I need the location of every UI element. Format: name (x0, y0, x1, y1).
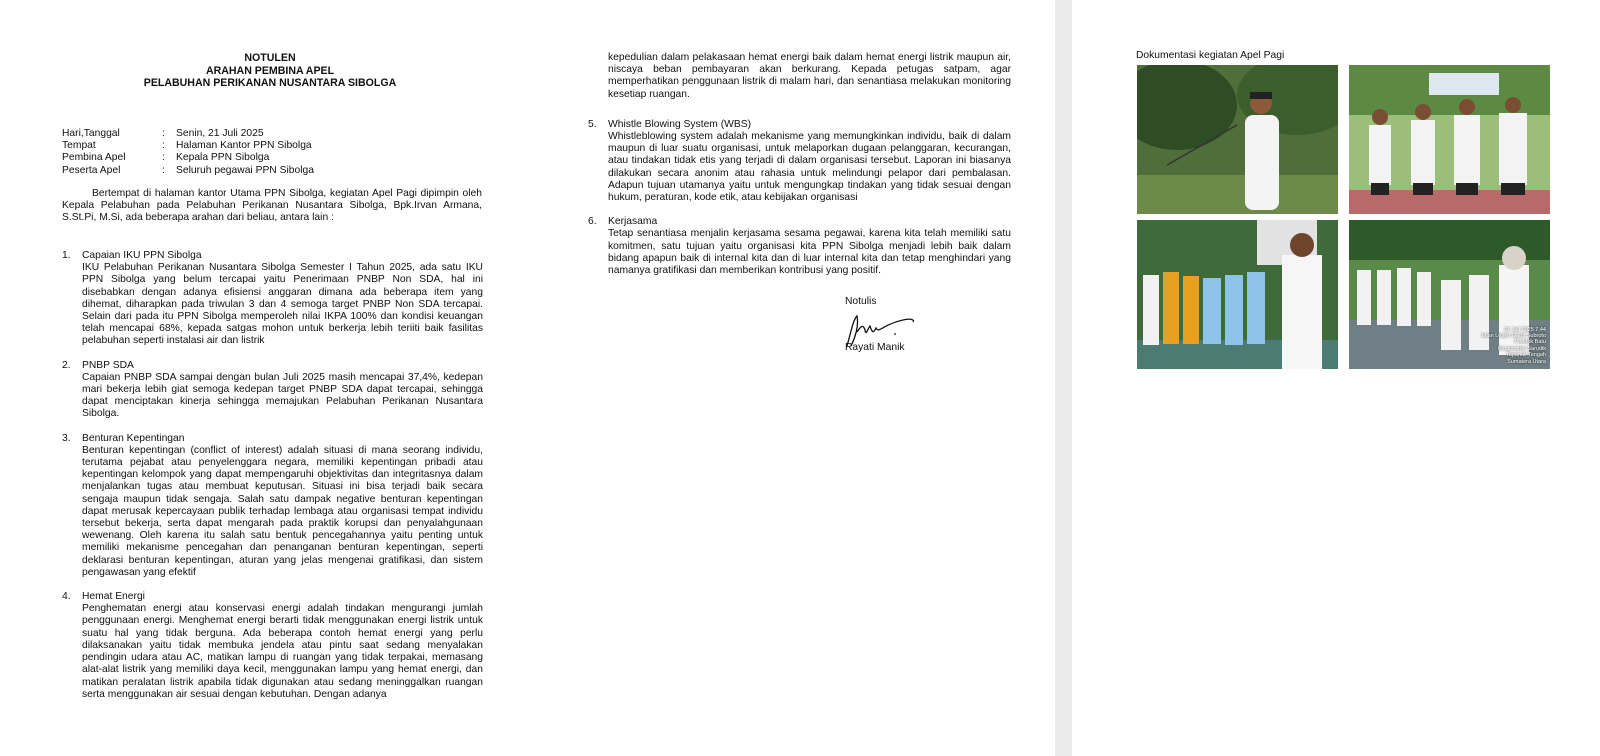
right-column (588, 52, 1011, 289)
item-title: Whistle Blowing System (WBS) (608, 118, 752, 130)
item-body: Capaian PNBP SDA sampai dengan bulan Juli 2025 masih mencapai 37,4%, kedepan mari bekerja lebih giat semoga kedepan target PNBP SDA dapat tercapai, sehingga dapat menciptakan kinerja sehingga memajukan Pelabuhan Perikanan Nusantara Sibolga. (82, 371, 483, 420)
item-body: Tetap senantiasa menjalin kerjasama sesama pegawai, karena kita telah memiliki satu komitmen, satu tujuan yaitu organisasi kita PPN Sibolga menjadi lebih baik dalam bidang apapun baik di internal kita dan di luar internal kita dan tetap menghindari yang namanya gratifikasi dan memberikan kontribusi yang positif. (608, 228, 1011, 277)
item-title: Capaian IKU PPN Sibolga (82, 250, 202, 261)
item-body: IKU Pelabuhan Perikanan Nusantara Sibolga Semester I Tahun 2025, ada satu IKU PPN Sibolga yang belum tercapai yaitu Penerimaan PNBP Non SDA, hal ini disebabkan dengan adanya efisiensi anggaran dimana ada beberapa item yang dihemat, diharapkan pada triwulan 3 dan 4 semoga target PNBP Non SDA tercapai. Selain dari pada itu PPN Sibolga memperoleh nilai IKPA 100% dan kondisi keuangan telah mencapai 68%, kepada satgas mohon untuk berkerja lebih teriiti baik fasilitas pelabuhan seperti instalasi air dan listrik (82, 262, 483, 347)
list-item: 1. Capaian IKU PPN Sibolga IKU Pelabuhan Perikanan Nusantara Sibolga Semester I Tahun 2025, ada satu IKU PPN Sibolga yang belum tercapai yaitu Penerimaan PNBP Non SDA, hal ini disebabkan dengan adanya efisiensi anggaran dimana ada beberapa item yang dihemat, diharapkan pada triwulan 3 dan 4 semoga target PNBP Non SDA tercapai. Selain dari pada itu PPN Sibolga memperoleh nilai IKPA 100% dan kondisi keuangan telah mencapai 68%, kepada satgas mohon untuk berkerja lebih teriiti baik fasilitas pelabuhan seperti instalasi air dan listrik (62, 250, 483, 347)
photo-participants (1137, 220, 1338, 369)
heading-line-3: PELABUHAN PERIKANAN NUSANTARA SIBOLGA (143, 77, 397, 89)
document-page-2 (1072, 0, 1600, 756)
heading-line-1: NOTULEN (244, 52, 296, 64)
item-4-continued: kepedulian dalam pelakasaan hemat energi baik dalam hemat energi listrik maupun air, niscaya beban pembayaran akan berkurang. Kepada petugas satpam, agar memperhatikan penggunaan listrik di malam hari, dan senantiasa melakukan monitoring kesetiap ruangan. (608, 52, 1011, 100)
meta-key: Tempat (62, 140, 96, 152)
list-item: 3. Benturan Kepentingan Benturan kepentingan (conflict of interest) adalah situasi di mana seorang individu, terutama pejabat atau penyelenggara negara, memiliki kepentingan pribadi atau kepentingan kelompok yang dapat mempengaruhi objektivitas dan integritasnya dalam menjalankan tugas atau membuat keputusan. Situasi ini bisa terjadi baik secara sengaja maupun tidak sengaja. Salah satu dampak negative benturan kepentingan dapat merusak kepercayaan publik terhadap lembaga atau organisasi tempat individu tersebut bekerja, serta dapat mengarah pada praktik korupsi dan penyalahgunaan wewenang. Oleh karena itu salah satu bentuk pencegahannya yaitu penting untuk memiliki mekanisme pencegahan dan penanganan benturan kepentingan, seperti deklarasi benturan kepentingan, aturan yang jelas mengenai gratifikasi, dan sistem pengawasan yang efektif (62, 432, 483, 578)
meta-row: Peserta Apel : Seluruh pegawai PPN Sibolga (62, 164, 314, 176)
meta-row: Pembina Apel : Kepala PPN Sibolga (62, 152, 270, 164)
meta-key: Pembina Apel (62, 152, 126, 164)
item-title: Benturan Kepentingan (82, 432, 185, 444)
photo-speaker (1137, 65, 1338, 214)
notulis-name: Rayati Manik (845, 342, 905, 353)
meta-key: Peserta Apel (62, 164, 121, 176)
left-column (62, 250, 483, 713)
meta-value: Kepala PPN Sibolga (176, 152, 270, 164)
meta-row: Hari,Tanggal : Senin, 21 Juli 2025 (62, 128, 264, 139)
item-title: Hemat Energi (82, 591, 145, 603)
item-body: Penghematan energi atau konservasi energi adalah tindakan mengurangi jumlah penggunaan energi. Menghemat energi berarti tidak menggunakan energi listrik untuk suatu hal yang tidak berguna. Ada beberapa contoh hemat energi yang perlu dilaksanakan yaitu tidak membuka jendela atau pintu saat sedang menyalakan pendingin udara atau AC, matikan lampu di ruangan yang tidak terpakai, memasang alat-alat listrik yang memiliki daya kecil, menggunakan lampu yang hemat energi, dan matikan peralatan listrik apabila tidak digunakan atau sedang meninggalkan ruangan serta menggunakan air sesuai dengan kebutuhan. Dengan adanya (82, 603, 483, 700)
meta-key: Hari,Tanggal (62, 128, 120, 139)
list-item: 4. Hemat Energi Penghematan energi atau konservasi energi adalah tindakan mengurangi jumlah penggunaan energi. Menghemat energi berarti tidak menggunakan energi listrik untuk suatu hal yang tidak berguna. Ada beberapa contoh hemat energi yang perlu dilaksanakan yaitu tidak membuka jendela atau pintu saat sedang menyalakan pendingin udara atau AC, matikan lampu di ruangan yang tidak terpakai, memasang alat-alat listrik yang memiliki daya kecil, menggunakan lampu yang hemat energi, dan matikan peralatan listrik apabila tidak digunakan atau sedang meninggalkan ruangan serta menggunakan air sesuai dengan kebutuhan. Dengan adanya (62, 591, 483, 700)
signature-icon (843, 312, 923, 352)
meta-value: Halaman Kantor PPN Sibolga (176, 140, 312, 152)
document-heading (60, 52, 480, 90)
photo-salute (1349, 65, 1550, 214)
documentation-title: Dokumentasi kegiatan Apel Pagi (1136, 50, 1285, 61)
list-item: 6. Kerjasama Tetap senantiasa menjalin kerjasama sesama pegawai, karena kita telah memiliki satu komitmen, satu tujuan yaitu organisasi kita PPN Sibolga menjadi lebih baik dalam bidang apapun baik di internal kita dan di luar internal kita dan tetap menghindari yang namanya gratifikasi dan memberikan kontribusi yang positif. (588, 216, 1011, 277)
photo-location-stamp: 21 Juli 2025 7.44 Jalan Letjen Gatot Subroto Pondok Batu Kecamatan Sarudik Tapanuli Tengah Sumatera Utara (1480, 326, 1546, 365)
meta-value: Seluruh pegawai PPN Sibolga (176, 164, 314, 176)
item-body: Whistleblowing system adalah mekanisme yang memungkinkan individu, baik di dalam maupun di luar suatu organisasi, untuk melaporkan dugaan pelanggaran, kecurangan, atau tindakan tidak etis yang terjadi di dalam organisasi tersebut. Laporan ini biasanya dilakukan secara anonim atau rahasia untuk melindungi pelapor dari pembalasan. Adapun tujuan utamanya yaitu untuk mengungkap tindakan yang tidak sesuai dengan hukum, peraturan, kode etik, atau kebijakan organisasi (608, 131, 1011, 204)
heading-line-2: ARAHAN PEMBINA APEL (205, 64, 335, 77)
item-body: Benturan kepentingan (conflict of interest) adalah situasi di mana seorang individu, terutama pejabat atau penyelenggara negara, memiliki kepentingan pribadi atau kepentingan kelompok yang dapat mempengaruhi objektivitas dan integritasnya dalam menjalankan tugas atau membuat keputusan. Situasi ini bisa terjadi baik secara sengaja maupun tidak sengaja. Salah satu dampak negative benturan kepentingan dapat merusak kepercayaan publik terhadap lembaga atau organisasi tempat individu tersebut bekerja, serta dapat mengarah pada praktik korupsi dan penyalahgunaan wewenang. Oleh karena itu salah satu bentuk pencegahannya yaitu penting untuk memiliki mekanisme pencegahan dan penanganan benturan kepentingan, seperti deklarasi benturan kepentingan, aturan yang jelas mengenai gratifikasi, dan sistem pengawasan yang efektif (82, 444, 483, 578)
meeting-details (62, 128, 314, 177)
item-title: PNBP SDA (82, 359, 134, 371)
meta-row: Tempat : Halaman Kantor PPN Sibolga (62, 140, 312, 152)
notulis-label: Notulis (845, 296, 877, 307)
list-item: 2. PNBP SDA Capaian PNBP SDA sampai dengan bulan Juli 2025 masih mencapai 37,4%, kedepan mari bekerja lebih giat semoga kedepan target PNBP SDA dapat tercapai, sehingga dapat menciptakan kinerja sehingga memajukan Pelabuhan Perikanan Nusantara Sibolga. (62, 359, 483, 420)
item-title: Kerjasama (608, 216, 658, 228)
photo-lineup (1349, 220, 1550, 369)
list-item: 5. Whistle Blowing System (WBS) Whistleblowing system adalah mekanisme yang memungkinkan individu, baik di dalam maupun di luar suatu organisasi, untuk melaporkan dugaan pelanggaran, kecurangan, atau tindakan tidak etis yang terjadi di dalam organisasi tersebut. Laporan ini biasanya dilakukan secara anonim atau rahasia untuk melindungi pelapor dari pembalasan. Adapun tujuan utamanya yaitu untuk mengungkap tindakan yang tidak sesuai dengan hukum, peraturan, kode etik, atau kebijakan organisasi (588, 118, 1011, 204)
intro-paragraph: Bertempat di halaman kantor Utama PPN Sibolga, kegiatan Apel Pagi dipimpin oleh Kepala Pelabuhan pada Pelabuhan Perikanan Nusantara Sibolga, Bpk.Irvan Armana, S.St.Pi, M.Si, ada beberapa arahan dari beliau, antara lain : (62, 188, 482, 224)
meta-value: Senin, 21 Juli 2025 (176, 128, 264, 139)
